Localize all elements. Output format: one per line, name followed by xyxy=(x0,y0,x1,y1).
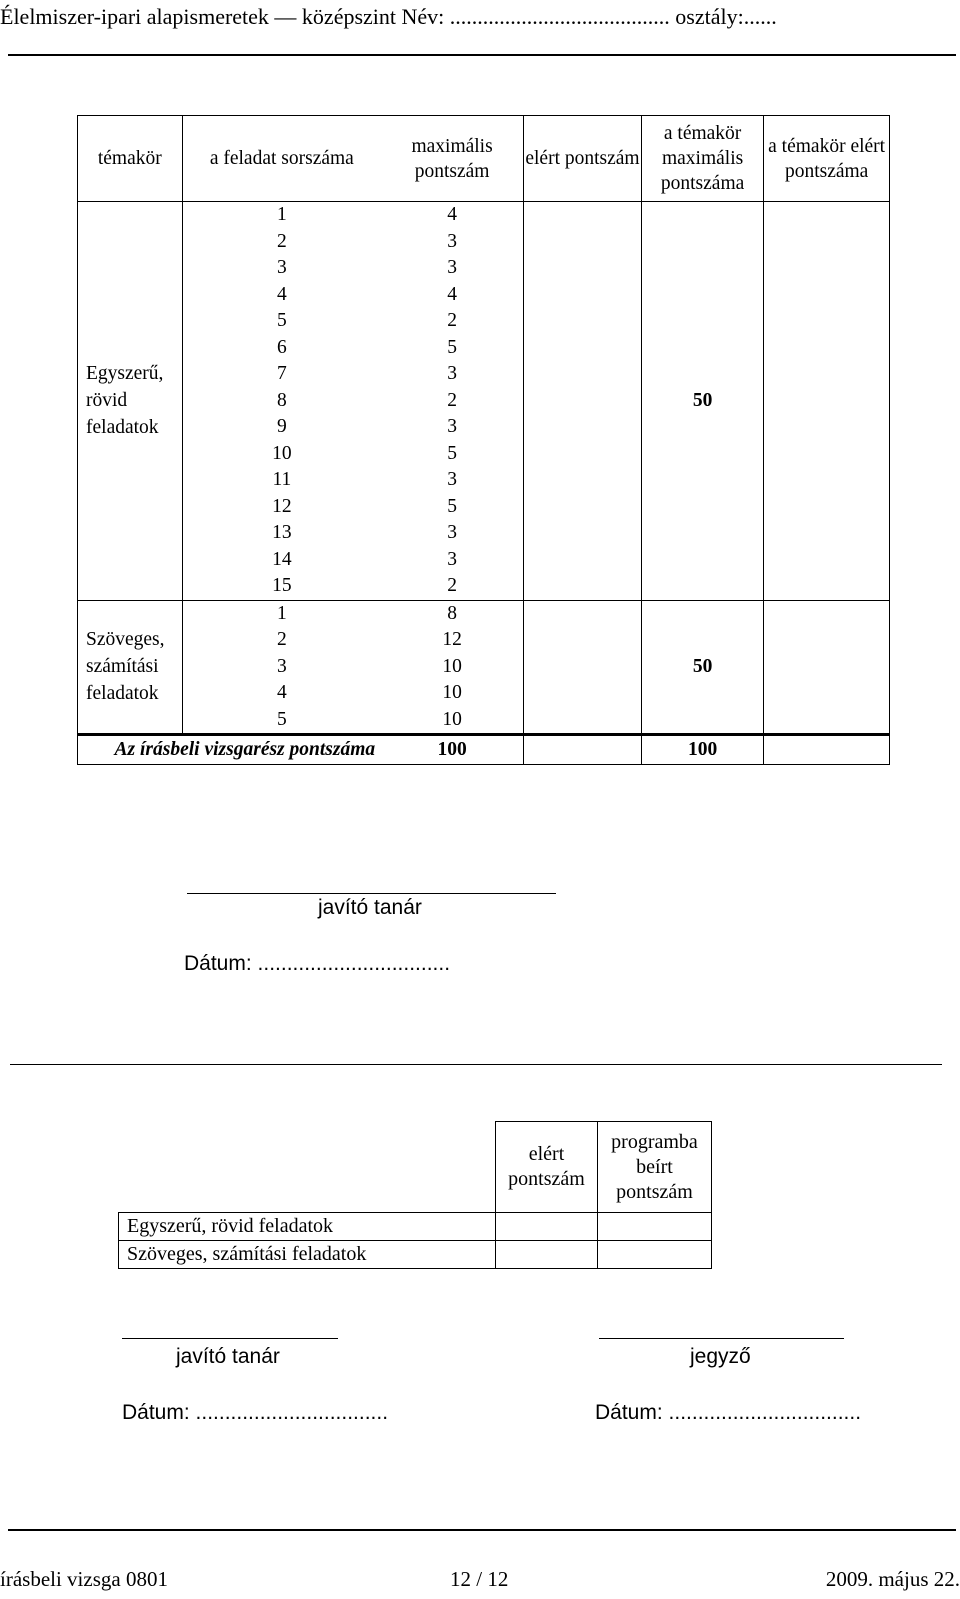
task-max-points: 5 xyxy=(381,335,523,362)
task-max-points: 3 xyxy=(381,414,523,441)
task-max-points: 2 xyxy=(381,388,523,415)
signature-role-teacher: javító tanár xyxy=(176,1345,280,1368)
task-achieved-points[interactable] xyxy=(524,573,642,600)
header-rule xyxy=(8,54,956,56)
task-achieved-points[interactable] xyxy=(524,680,642,707)
task-number: 6 xyxy=(276,336,287,358)
task-achieved-points[interactable] xyxy=(524,414,642,441)
task-max-points: 8 xyxy=(381,600,523,627)
signature-line-teacher xyxy=(122,1338,338,1339)
topic-achieved-points[interactable] xyxy=(764,202,890,601)
task-number: 4 xyxy=(276,283,287,305)
col-header-task-no: a feladat sorszáma xyxy=(182,116,381,202)
total-topic-achieved-points[interactable] xyxy=(764,735,890,765)
summary-table xyxy=(118,1121,712,1269)
task-number: 14 xyxy=(272,548,292,570)
total-row xyxy=(78,735,890,765)
table-row xyxy=(78,202,890,229)
col-header-entered: programba beírt pontszám xyxy=(598,1122,712,1213)
task-number: 9 xyxy=(276,416,287,438)
task-number: 13 xyxy=(272,522,292,544)
task-achieved-points[interactable] xyxy=(524,282,642,309)
topic-name: Szöveges, számítási feladatok xyxy=(78,600,183,735)
task-number: 1 xyxy=(182,202,381,229)
task-max-points: 3 xyxy=(381,520,523,547)
section-divider xyxy=(10,1064,942,1065)
task-number: 5 xyxy=(276,708,287,730)
task-number: 7 xyxy=(276,363,287,385)
summary-cell-achieved[interactable] xyxy=(496,1213,598,1241)
task-number: 3 xyxy=(276,655,287,677)
col-header-topic: témakör xyxy=(78,116,183,202)
task-achieved-points[interactable] xyxy=(524,600,642,627)
total-label: Az írásbeli vizsgarész pontszáma xyxy=(78,735,382,765)
footer-date: 2009. május 22. xyxy=(825,1567,960,1591)
task-number: 10 xyxy=(272,442,292,464)
score-table xyxy=(77,115,890,765)
task-achieved-points[interactable] xyxy=(524,547,642,574)
signature-date-teacher: Dátum: ................................. xyxy=(184,952,451,975)
col-header-topic-achieved: a témakör elért pontszáma xyxy=(764,116,890,202)
signature-role-registrar: jegyző xyxy=(690,1345,751,1368)
task-number: 15 xyxy=(272,575,292,597)
topic-name: Egyszerű, rövid feladatok xyxy=(78,202,183,601)
signature-date-teacher: Dátum: ................................. xyxy=(122,1401,389,1424)
task-number: 8 xyxy=(276,389,287,411)
task-achieved-points[interactable] xyxy=(524,335,642,362)
signature-date-registrar: Dátum: ................................. xyxy=(595,1401,862,1424)
summary-cell-entered[interactable] xyxy=(598,1241,712,1269)
page-header: Élelmiszer-ipari alapismeretek — középszint Név: ........................................ osztály:...... xyxy=(0,4,777,29)
signature-role-teacher: javító tanár xyxy=(318,896,422,919)
task-number: 12 xyxy=(272,495,292,517)
footer-rule xyxy=(8,1529,956,1531)
task-max-points: 2 xyxy=(381,573,523,600)
task-achieved-points[interactable] xyxy=(524,229,642,256)
task-max-points: 3 xyxy=(381,229,523,256)
summary-row-label: Egyszerű, rövid feladatok xyxy=(119,1213,496,1241)
task-achieved-points[interactable] xyxy=(524,255,642,282)
task-max-points: 3 xyxy=(381,467,523,494)
task-number: 5 xyxy=(276,310,287,332)
task-achieved-points[interactable] xyxy=(524,467,642,494)
task-max-points: 4 xyxy=(381,202,523,229)
task-number: 4 xyxy=(276,682,287,704)
task-achieved-points[interactable] xyxy=(524,654,642,681)
task-number: 11 xyxy=(272,469,292,491)
task-max-points: 5 xyxy=(381,494,523,521)
col-header-max-points: maximális pontszám xyxy=(381,116,523,202)
task-number: 2 xyxy=(276,629,287,651)
task-achieved-points[interactable] xyxy=(524,441,642,468)
footer-page-number: 12 / 12 xyxy=(450,1567,509,1591)
task-number: 3 xyxy=(276,257,287,279)
task-number: 1 xyxy=(182,600,381,627)
task-max-points: 12 xyxy=(381,627,523,654)
task-max-points: 4 xyxy=(381,282,523,309)
task-achieved-points[interactable] xyxy=(524,308,642,335)
total-achieved-points[interactable] xyxy=(524,735,642,765)
task-achieved-points[interactable] xyxy=(524,388,642,415)
task-achieved-points[interactable] xyxy=(524,707,642,735)
task-achieved-points[interactable] xyxy=(524,494,642,521)
task-achieved-points[interactable] xyxy=(524,202,642,229)
col-header-achieved: elért pontszám xyxy=(524,116,642,202)
summary-row-label: Szöveges, számítási feladatok xyxy=(119,1241,496,1269)
total-max-points: 100 xyxy=(381,735,523,765)
task-max-points: 10 xyxy=(381,680,523,707)
topic-achieved-points[interactable] xyxy=(764,600,890,735)
total-topic-max-points: 100 xyxy=(641,735,763,765)
task-max-points: 3 xyxy=(381,361,523,388)
task-number: 2 xyxy=(276,230,287,252)
signature-line-registrar xyxy=(599,1338,844,1339)
topic-max-points: 50 xyxy=(641,600,763,735)
task-achieved-points[interactable] xyxy=(524,520,642,547)
col-header-achieved: elért pontszám xyxy=(496,1122,598,1213)
summary-cell-achieved[interactable] xyxy=(496,1241,598,1269)
task-max-points: 5 xyxy=(381,441,523,468)
task-max-points: 3 xyxy=(381,255,523,282)
col-header-topic-max: a témakör maximális pontszáma xyxy=(641,116,763,202)
signature-line-teacher xyxy=(187,893,556,894)
task-max-points: 10 xyxy=(381,707,523,735)
table-row xyxy=(78,600,890,627)
task-max-points: 2 xyxy=(381,308,523,335)
summary-cell-entered[interactable] xyxy=(598,1213,712,1241)
task-achieved-points[interactable] xyxy=(524,361,642,388)
task-max-points: 3 xyxy=(381,547,523,574)
task-max-points: 10 xyxy=(381,654,523,681)
task-achieved-points[interactable] xyxy=(524,627,642,654)
footer-exam-code: írásbeli vizsga 0801 xyxy=(0,1567,168,1591)
topic-max-points: 50 xyxy=(641,202,763,601)
